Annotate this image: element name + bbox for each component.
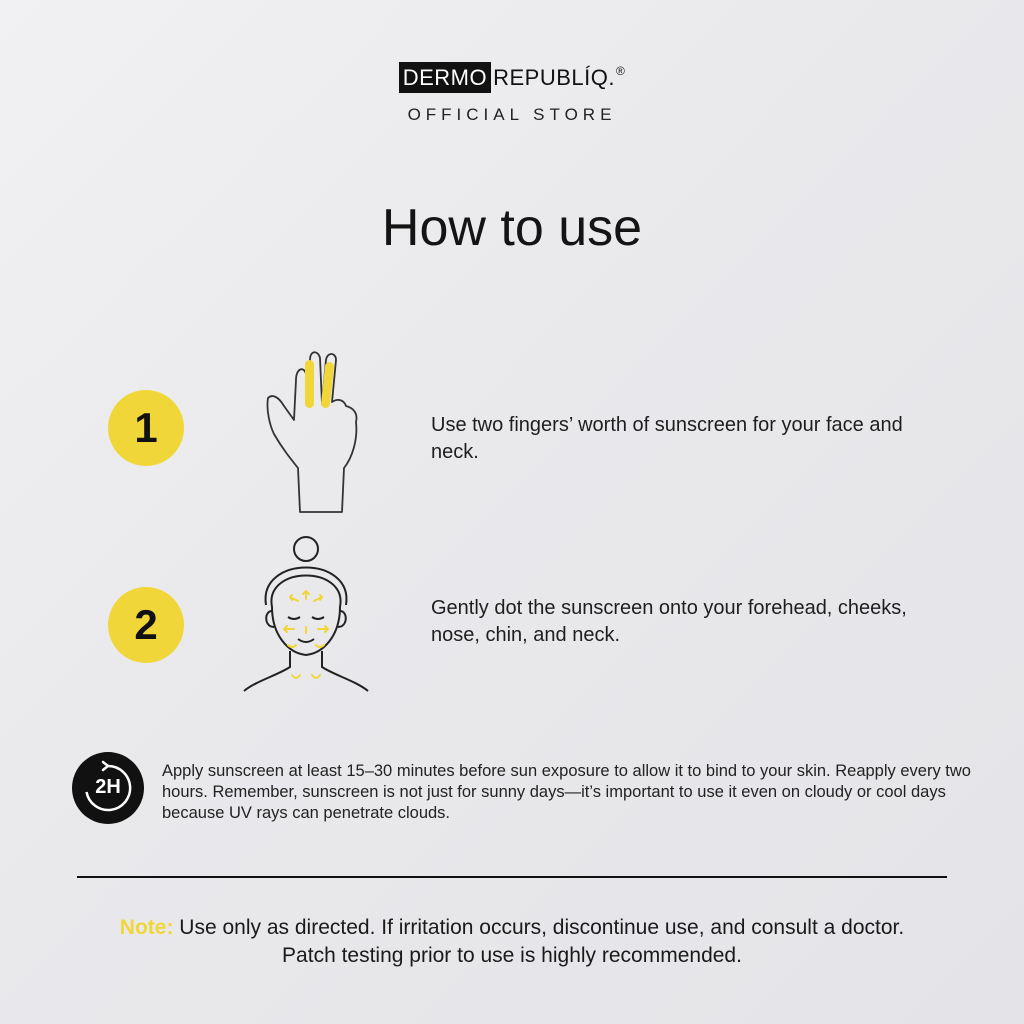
footer-note <box>0 914 1024 970</box>
page-title: How to use <box>381 199 643 257</box>
brand-header <box>0 62 1024 125</box>
brand-logo <box>399 62 626 93</box>
two-hour-clock-icon <box>72 752 144 824</box>
face-application-icon <box>242 535 372 695</box>
brand-subtitle: OFFICIAL STORE <box>407 105 617 124</box>
note-label: Note: <box>119 916 174 939</box>
logo-dermo: DERMO <box>399 62 491 93</box>
step-1-badge: 1 <box>108 390 184 466</box>
footer-line-1 <box>0 914 1024 942</box>
logo-republiq: REPUBLÍQ. <box>493 64 615 90</box>
reapply-text: Apply sunscreen at least 15–30 minutes before sun exposure to allow it to bind to your skin. Reapply every two hours. Remember, sunscreen is not just for sunny days—it’s important to use it even on cloudy or cool days because UV rays can penetrate clouds. <box>162 762 971 822</box>
note-line-2-text: Patch testing prior to use is highly recommended. <box>282 944 742 967</box>
step-1-text: Use two fingers’ worth of sunscreen for your face and neck. <box>431 414 903 463</box>
logo-registered-mark: ® <box>615 63 626 78</box>
step-2-badge: 2 <box>108 587 184 663</box>
note-line-1-text: Use only as directed. If irritation occurs, discontinue use, and consult a doctor. <box>173 916 905 939</box>
clock-label: 2H <box>95 776 121 798</box>
hand-two-fingers-icon <box>260 350 370 515</box>
divider <box>77 876 947 878</box>
step-2-text: Gently dot the sunscreen onto your forehead, cheeks, nose, chin, and neck. <box>431 597 907 646</box>
